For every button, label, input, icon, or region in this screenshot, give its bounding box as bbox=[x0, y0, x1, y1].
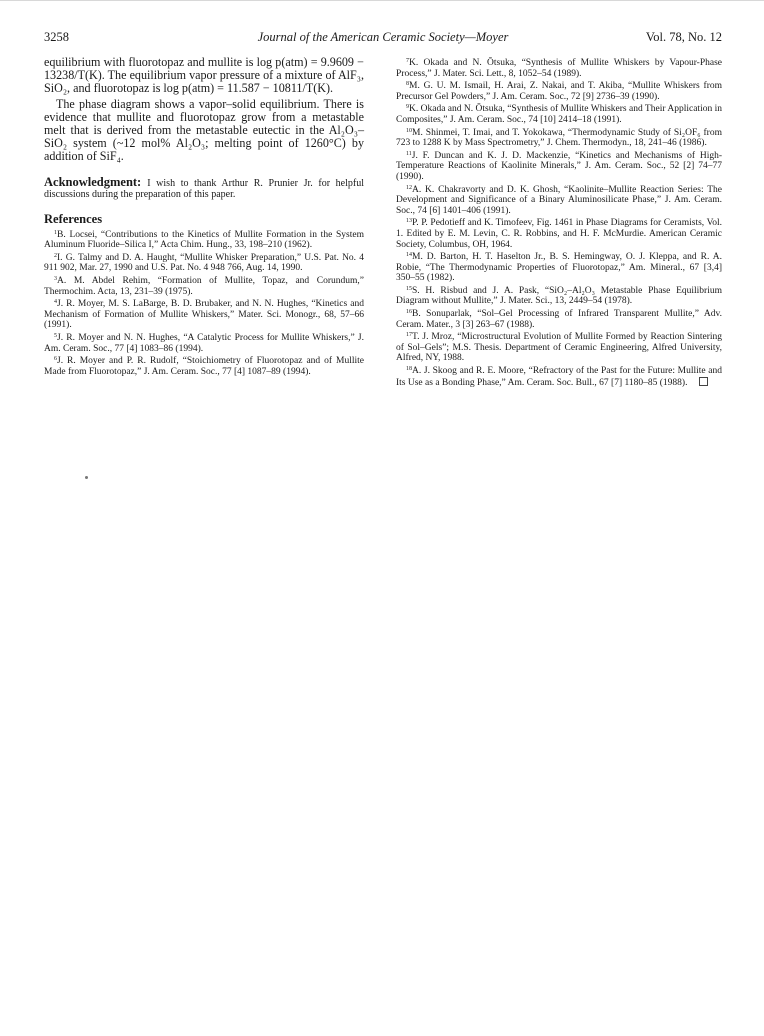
reference-item bbox=[396, 56, 722, 79]
body-paragraph-1: equilibrium with fluorotopaz and mullite is log p(atm) = 9.9609 − 13238/T(K). The equilibrium vapor pressure of a mixture of AlF₃, SiO₂, and fluorotopaz is log p(atm) = 11.587 − 10811/T(K). bbox=[44, 55, 364, 96]
reference-number: 5 bbox=[54, 332, 57, 339]
reference-text: I. G. Talmy and D. A. Haught, “Mullite Whisker Preparation,” U.S. Pat. No. 4 911 902, Mar. 27, 1990 and U.S. Pat. No. 4 948 766, Aug. 14, 1990. bbox=[44, 252, 364, 274]
reference-item bbox=[396, 79, 722, 102]
page-header bbox=[44, 30, 722, 46]
reference-text: S. H. Risbud and J. A. Pask, “SiO₂–Al₂O₃ Metastable Phase Equilibrium Diagram without Mullite,” J. Mater. Sci., 13, 2449–54 (1978). bbox=[396, 285, 722, 307]
reference-text: T. J. Mroz, “Microstructural Evolution of Mullite Formed by Reaction Sintering of Sol–Gels”; M.S. Thesis. Department of Ceramic Engineering, Alfred University, Alfred, NY, 1988. bbox=[396, 332, 722, 364]
reference-number: 16 bbox=[406, 309, 412, 316]
page-number: 3258 bbox=[44, 30, 69, 44]
reference-item bbox=[44, 251, 364, 274]
reference-text: K. Okada and N. Ōtsuka, “Synthesis of Mullite Whiskers by Vapour-Phase Process,” J. Mater. Sci. Lett., 8, 1052–54 (1989). bbox=[396, 58, 722, 79]
reference-number: 11 bbox=[406, 150, 412, 157]
reference-number: 7 bbox=[406, 58, 409, 64]
acknowledgment-heading: Acknowledgment: bbox=[44, 174, 142, 189]
reference-item bbox=[396, 364, 722, 388]
reference-list-right bbox=[396, 56, 722, 388]
reference-text: M. G. U. M. Ismail, H. Arai, Z. Nakai, and T. Akiba, “Mullite Whiskers from Precursor Gel Powders,” J. Am. Ceram. Soc., 72 [9] 2736–39 (1990). bbox=[396, 81, 722, 102]
volume-issue: Vol. 78, No. 12 bbox=[645, 30, 722, 44]
reference-item bbox=[44, 228, 364, 251]
left-column bbox=[44, 56, 364, 377]
body-paragraph-2: The phase diagram shows a vapor–solid equilibrium. There is evidence that mullite and fluorotopaz grow from a metastable melt that is derived from the metastable eutectic in the Al₂O₃–SiO₂ system (~12 mol% Al₂O₃; melting point of 1260°C) by addition of SiF₄. bbox=[44, 96, 364, 164]
reference-number: 9 bbox=[406, 104, 409, 111]
reference-number: 4 bbox=[54, 299, 57, 306]
reference-number: 1 bbox=[54, 229, 57, 236]
reference-number: 12 bbox=[406, 184, 412, 191]
reference-number: 15 bbox=[406, 285, 412, 292]
reference-text: M. Shinmei, T. Imai, and T. Yokokawa, “Thermodynamic Study of Si₂OF₆ from 723 to 1288 K by Mass Spectrometry,” J. Chem. Thermodyn., 18, 241–46 (1986). bbox=[396, 127, 722, 149]
end-of-article-icon bbox=[699, 377, 708, 386]
reference-item bbox=[396, 250, 722, 284]
reference-item bbox=[396, 183, 722, 217]
reference-text: J. R. Moyer, M. S. LaBarge, B. D. Brubaker, and N. N. Hughes, “Kinetics and Mechanism of Formation of Mullite Whiskers,” Mater. Sci. Monogr., 68, 57–66 (1991). bbox=[44, 299, 364, 331]
reference-number: 8 bbox=[406, 81, 409, 88]
top-edge-rule bbox=[0, 0, 764, 1]
reference-text: B. Locsei, “Contributions to the Kinetics of Mullite Formation in the System Aluminum Fluoride–Silica I,” Acta Chim. Hung., 33, 198–210 (1962). bbox=[44, 229, 364, 251]
reference-item bbox=[44, 354, 364, 377]
reference-item bbox=[396, 307, 722, 330]
reference-item bbox=[44, 297, 364, 331]
reference-number: 3 bbox=[54, 276, 57, 282]
reference-number: 17 bbox=[406, 332, 412, 339]
reference-number: 6 bbox=[54, 356, 57, 363]
reference-item bbox=[396, 284, 722, 307]
acknowledgment-section bbox=[44, 174, 364, 200]
reference-number: 18 bbox=[406, 366, 412, 373]
reference-item bbox=[396, 330, 722, 364]
scan-speck-mark bbox=[85, 476, 88, 479]
reference-item bbox=[396, 149, 722, 183]
reference-text: J. F. Duncan and K. J. D. Mackenzie, “Kinetics and Mechanisms of High-Temperature Reactions of Kaolinite Minerals,” J. Am. Ceram. Soc., 52 [2] 74–77 (1990). bbox=[396, 150, 722, 182]
running-title: Journal of the American Ceramic Society—Moyer bbox=[257, 30, 509, 44]
reference-number: 2 bbox=[54, 252, 57, 259]
acknowledgment-text: I wish to thank Arthur R. Prunier Jr. for helpful discussions during the preparation of this paper. bbox=[44, 177, 364, 200]
reference-text: A. J. Skoog and R. E. Moore, “Refractory of the Past for the Future: Mullite and Its Use as a Bonding Phase,” Am. Ceram. Soc. Bull., 67 [7] 1180–85 (1988). bbox=[396, 366, 722, 388]
reference-text: M. D. Barton, H. T. Haselton Jr., B. S. Hemingway, O. J. Kleppa, and R. A. Robie, “The Thermodynamic Properties of Fluorotopaz,” Am. Mineral., 67 [3,4] 350–55 (1982). bbox=[396, 252, 722, 284]
reference-number: 10 bbox=[406, 127, 412, 134]
reference-item bbox=[396, 126, 722, 149]
reference-text: J. R. Moyer and N. N. Hughes, “A Catalytic Process for Mullite Whiskers,” J. Am. Ceram. Soc., 77 [4] 1083–86 (1994). bbox=[44, 332, 364, 354]
reference-item bbox=[44, 331, 364, 354]
reference-number: 13 bbox=[406, 218, 412, 225]
reference-item bbox=[44, 274, 364, 297]
references-heading: References bbox=[44, 211, 103, 226]
reference-item bbox=[396, 102, 722, 125]
reference-number: 14 bbox=[406, 252, 412, 259]
reference-text: B. Sonuparlak, “Sol–Gel Processing of Infrared Transparent Mullite,” Adv. Ceram. Mater., 3 [3] 263–67 (1988). bbox=[396, 309, 722, 330]
reference-text: A. K. Chakravorty and D. K. Ghosh, “Kaolinite–Mullite Reaction Series: The Development and Significance of a Binary Aluminosilicate Phase,” J. Am. Ceram. Soc., 74 [6] 1401–406 (1991). bbox=[396, 184, 722, 216]
reference-list-left bbox=[44, 228, 364, 378]
reference-item bbox=[396, 216, 722, 250]
right-column bbox=[396, 56, 722, 388]
reference-text: P. P. Pedotieff and K. Timofeev, Fig. 1461 in Phase Diagrams for Ceramists, Vol. 1. Edited by E. M. Levin, C. R. Robbins, and H. F. McMurdie. American Ceramic Society, Columbus, OH, 1964. bbox=[396, 218, 722, 250]
reference-text: J. R. Moyer and P. R. Rudolf, “Stoichiometry of Fluorotopaz and of Mullite Made from Fluorotopaz,” J. Am. Ceram. Soc., 77 [4] 1087–89 (1994). bbox=[44, 356, 364, 377]
reference-text: A. M. Abdel Rehim, “Formation of Mullite, Topaz, and Corundum,” Thermochim. Acta, 13, 231–39 (1975). bbox=[44, 276, 364, 297]
reference-text: K. Okada and N. Ōtsuka, “Synthesis of Mullite Whiskers and Their Application in Composites,” J. Am. Ceram. Soc., 74 [10] 2414–18 (1991). bbox=[396, 104, 722, 125]
